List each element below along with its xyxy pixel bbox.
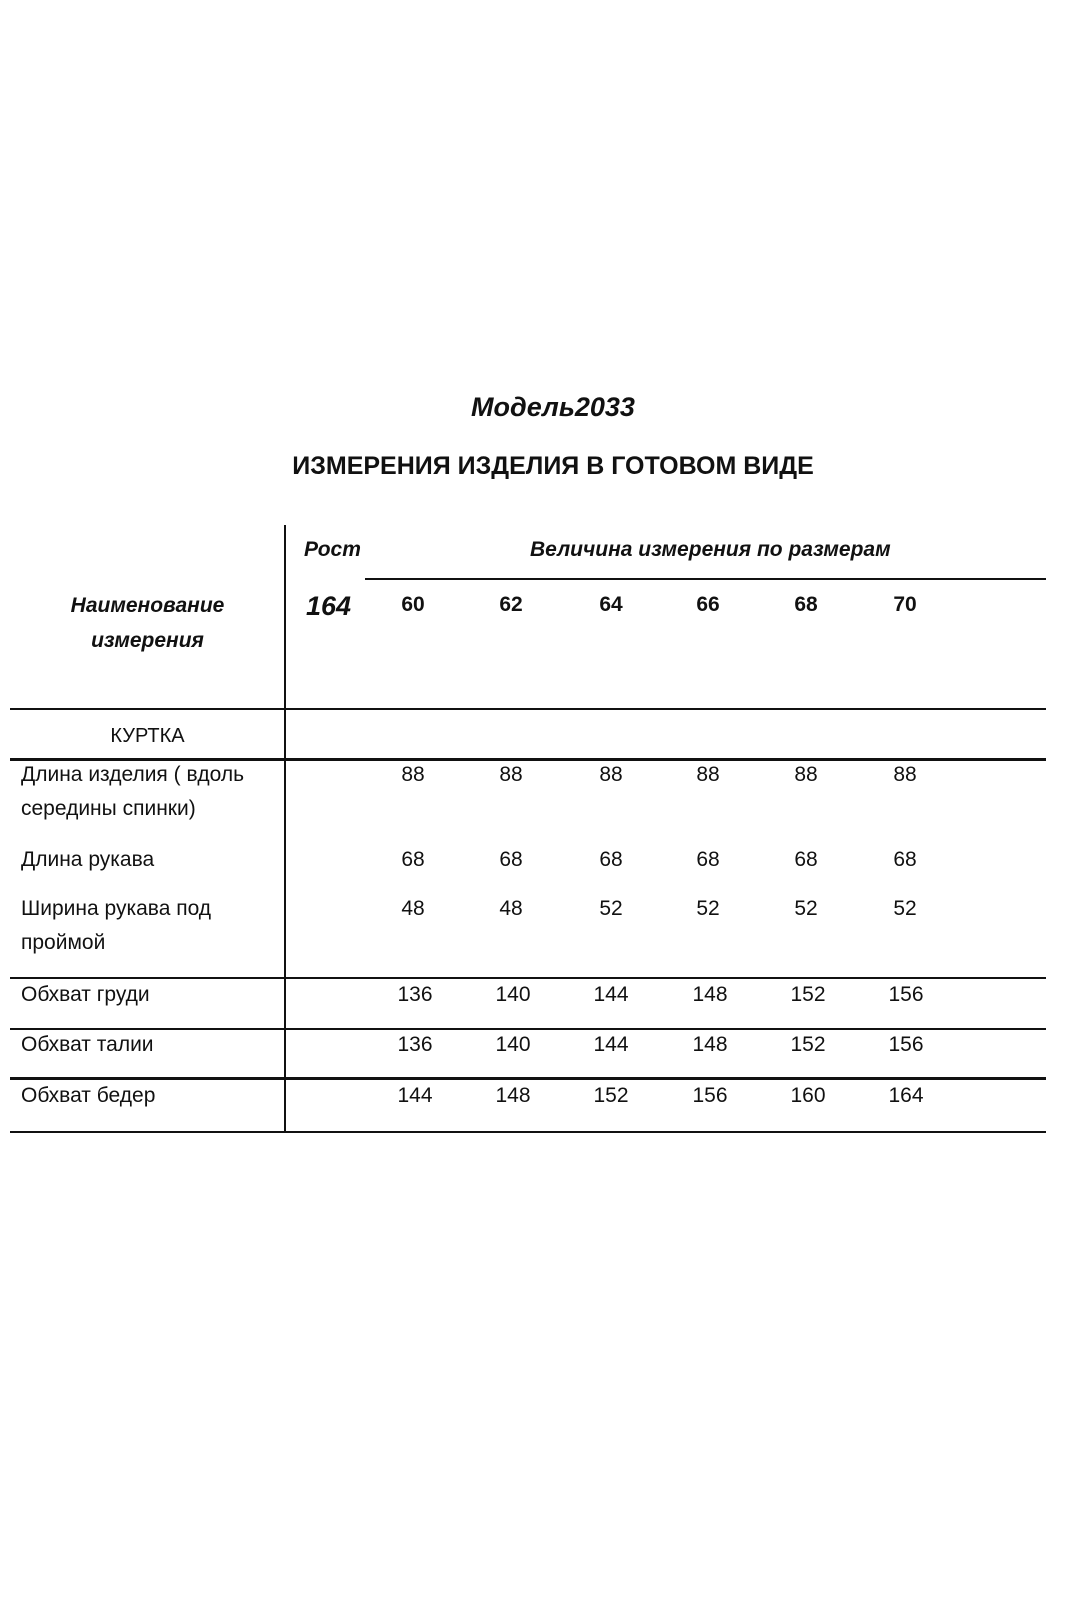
table-cell: 68 [401,848,425,871]
table-cell: 48 [401,897,425,920]
page-title: ИЗМЕРЕНИЯ ИЗДЕЛИЯ В ГОТОВОМ ВИДЕ [292,452,814,480]
row-name-line1: Обхват груди [21,983,150,1006]
row-name-line1: Обхват талии [21,1033,154,1056]
table-cell: 88 [499,763,523,786]
size-label: 70 [893,593,917,616]
table-cell: 148 [692,983,728,1006]
table-cell: 48 [499,897,523,920]
table-cell: 136 [397,1033,433,1056]
table-cell: 136 [397,983,433,1006]
size-label: 68 [794,593,818,616]
table-cell: 140 [495,1033,531,1056]
row-name-line1: Обхват бедер [21,1084,156,1107]
table-cell: 156 [692,1084,728,1107]
table-cell: 140 [495,983,531,1006]
table-cell: 144 [397,1084,433,1107]
measurement-name-header-line2: измерения [91,629,204,652]
row-name-line1: Длина рукава [21,848,155,871]
section-label: КУРТКА [110,725,185,747]
table-cell: 52 [794,897,818,920]
table-cell: 148 [495,1084,531,1107]
row-name-line1: Длина изделия ( вдоль [21,763,245,786]
model-title: Модель2033 [471,392,635,422]
table-cell: 88 [794,763,818,786]
table-bottom-line [10,1131,1046,1133]
height-label: Рост [304,538,361,561]
table-cell: 52 [599,897,623,920]
table-cell: 68 [794,848,818,871]
row-name [21,758,281,826]
table-cell: 152 [593,1084,629,1107]
row-name-line1: Ширина рукава под [21,897,212,920]
size-label: 66 [696,593,720,616]
header-bottom-line [10,708,1046,710]
table-cell: 152 [790,1033,826,1056]
table-cell: 88 [599,763,623,786]
size-label: 64 [599,593,623,616]
height-value: 164 [306,591,352,621]
table-cell: 68 [599,848,623,871]
table-cell: 88 [893,763,917,786]
size-label: 62 [499,593,523,616]
measurement-name-header [10,588,285,658]
table-cell: 156 [888,983,924,1006]
size-label: 60 [401,593,425,616]
table-cell: 144 [593,1033,629,1056]
table-cell: 152 [790,983,826,1006]
table-cell: 144 [593,983,629,1006]
size-values-header: Величина измерения по размерам [530,538,891,561]
row-name [21,892,281,960]
table-cell: 68 [499,848,523,871]
table-cell: 88 [696,763,720,786]
table-cell: 52 [893,897,917,920]
measurement-name-header-line1: Наименование [70,594,225,617]
row-name-line2: середины спинки) [21,797,196,820]
row-name [21,843,281,877]
table-cell: 148 [692,1033,728,1056]
table-cell: 52 [696,897,720,920]
table-cell: 88 [401,763,425,786]
row-name [21,978,281,1012]
table-cell: 156 [888,1033,924,1056]
table-cell: 160 [790,1084,826,1107]
table-cell: 68 [893,848,917,871]
row-name [21,1028,281,1062]
size-header-line [365,578,1046,580]
table-cell: 68 [696,848,720,871]
table-cell: 164 [888,1084,924,1107]
row-name [21,1079,281,1113]
row-name-line2: проймой [21,931,106,954]
